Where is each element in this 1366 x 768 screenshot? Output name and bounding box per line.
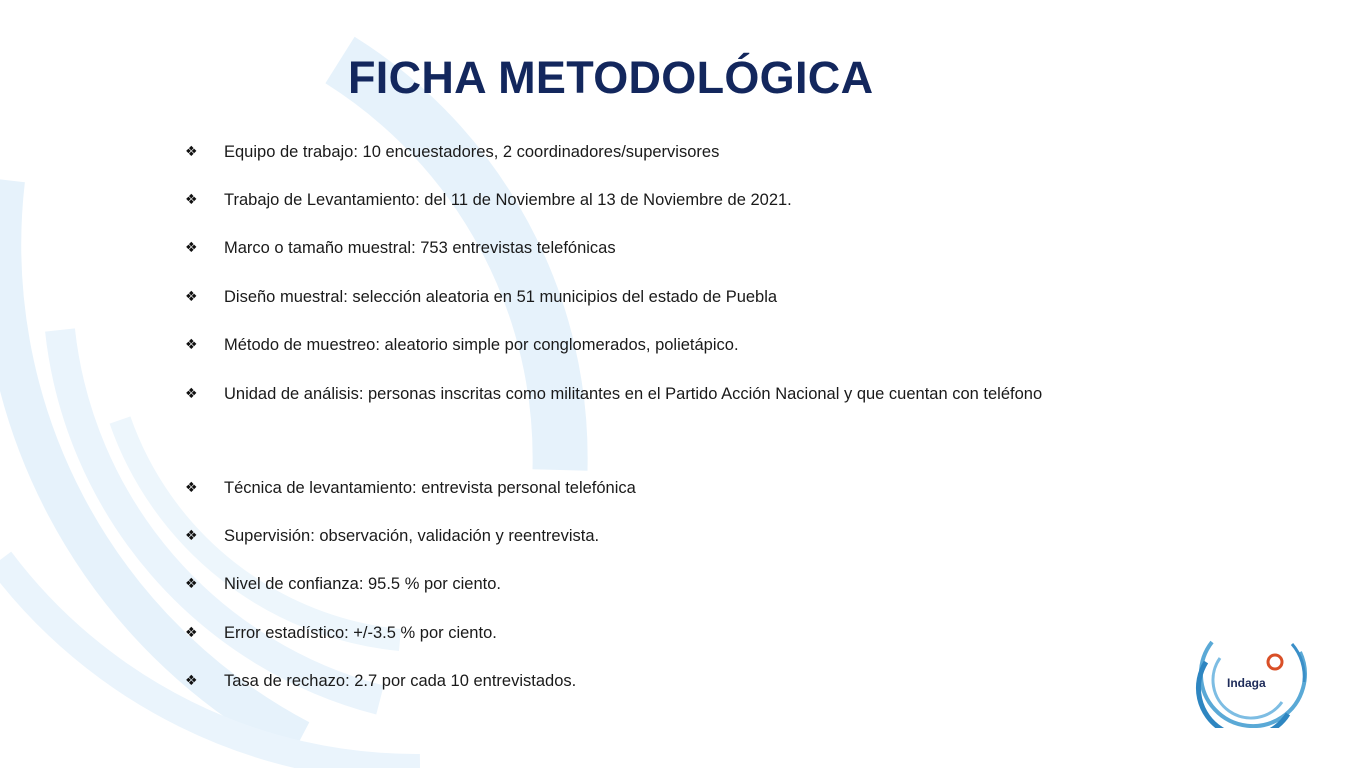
- diamond-bullet-icon: ❖: [185, 143, 198, 159]
- diamond-bullet-icon: ❖: [185, 239, 198, 255]
- diamond-bullet-icon: ❖: [185, 527, 198, 543]
- diamond-bullet-icon: ❖: [185, 624, 198, 640]
- diamond-bullet-icon: ❖: [185, 336, 198, 352]
- list-item-text: Técnica de levantamiento: entrevista personal telefónica: [224, 479, 636, 497]
- list-item-text: Método de muestreo: aleatorio simple por conglomerados, polietápico.: [224, 336, 739, 354]
- diamond-bullet-icon: ❖: [185, 672, 198, 688]
- indaga-logo: [1192, 622, 1312, 728]
- list-item-text: Tasa de rechazo: 2.7 por cada 10 entrevistados.: [224, 672, 577, 690]
- diamond-bullet-icon: ❖: [185, 575, 198, 591]
- slide-title: FICHA METODOLÓGICA: [348, 52, 874, 103]
- diamond-bullet-icon: ❖: [185, 479, 198, 495]
- diamond-bullet-icon: ❖: [185, 385, 198, 401]
- list-item-text: Nivel de confianza: 95.5 % por ciento.: [224, 575, 501, 593]
- list-item-text: Unidad de análisis: personas inscritas como militantes en el Partido Acción Nacional y que cuentan con teléfono: [224, 385, 1043, 403]
- list-item-text: Error estadístico: +/-3.5 % por ciento.: [224, 624, 497, 642]
- diamond-bullet-icon: ❖: [185, 191, 198, 207]
- list-item-text: Diseño muestral: selección aleatoria en 51 municipios del estado de Puebla: [224, 288, 778, 306]
- diamond-bullet-icon: ❖: [185, 288, 198, 304]
- list-item-text: Equipo de trabajo: 10 encuestadores, 2 coordinadores/supervisores: [224, 143, 720, 161]
- list-item-text: Supervisión: observación, validación y reentrevista.: [224, 527, 600, 545]
- list-item-text: Trabajo de Levantamiento: del 11 de Noviembre al 13 de Noviembre de 2021.: [224, 191, 792, 209]
- list-item-text: Marco o tamaño muestral: 753 entrevistas telefónicas: [224, 239, 616, 257]
- logo-text: Indaga: [1227, 676, 1266, 690]
